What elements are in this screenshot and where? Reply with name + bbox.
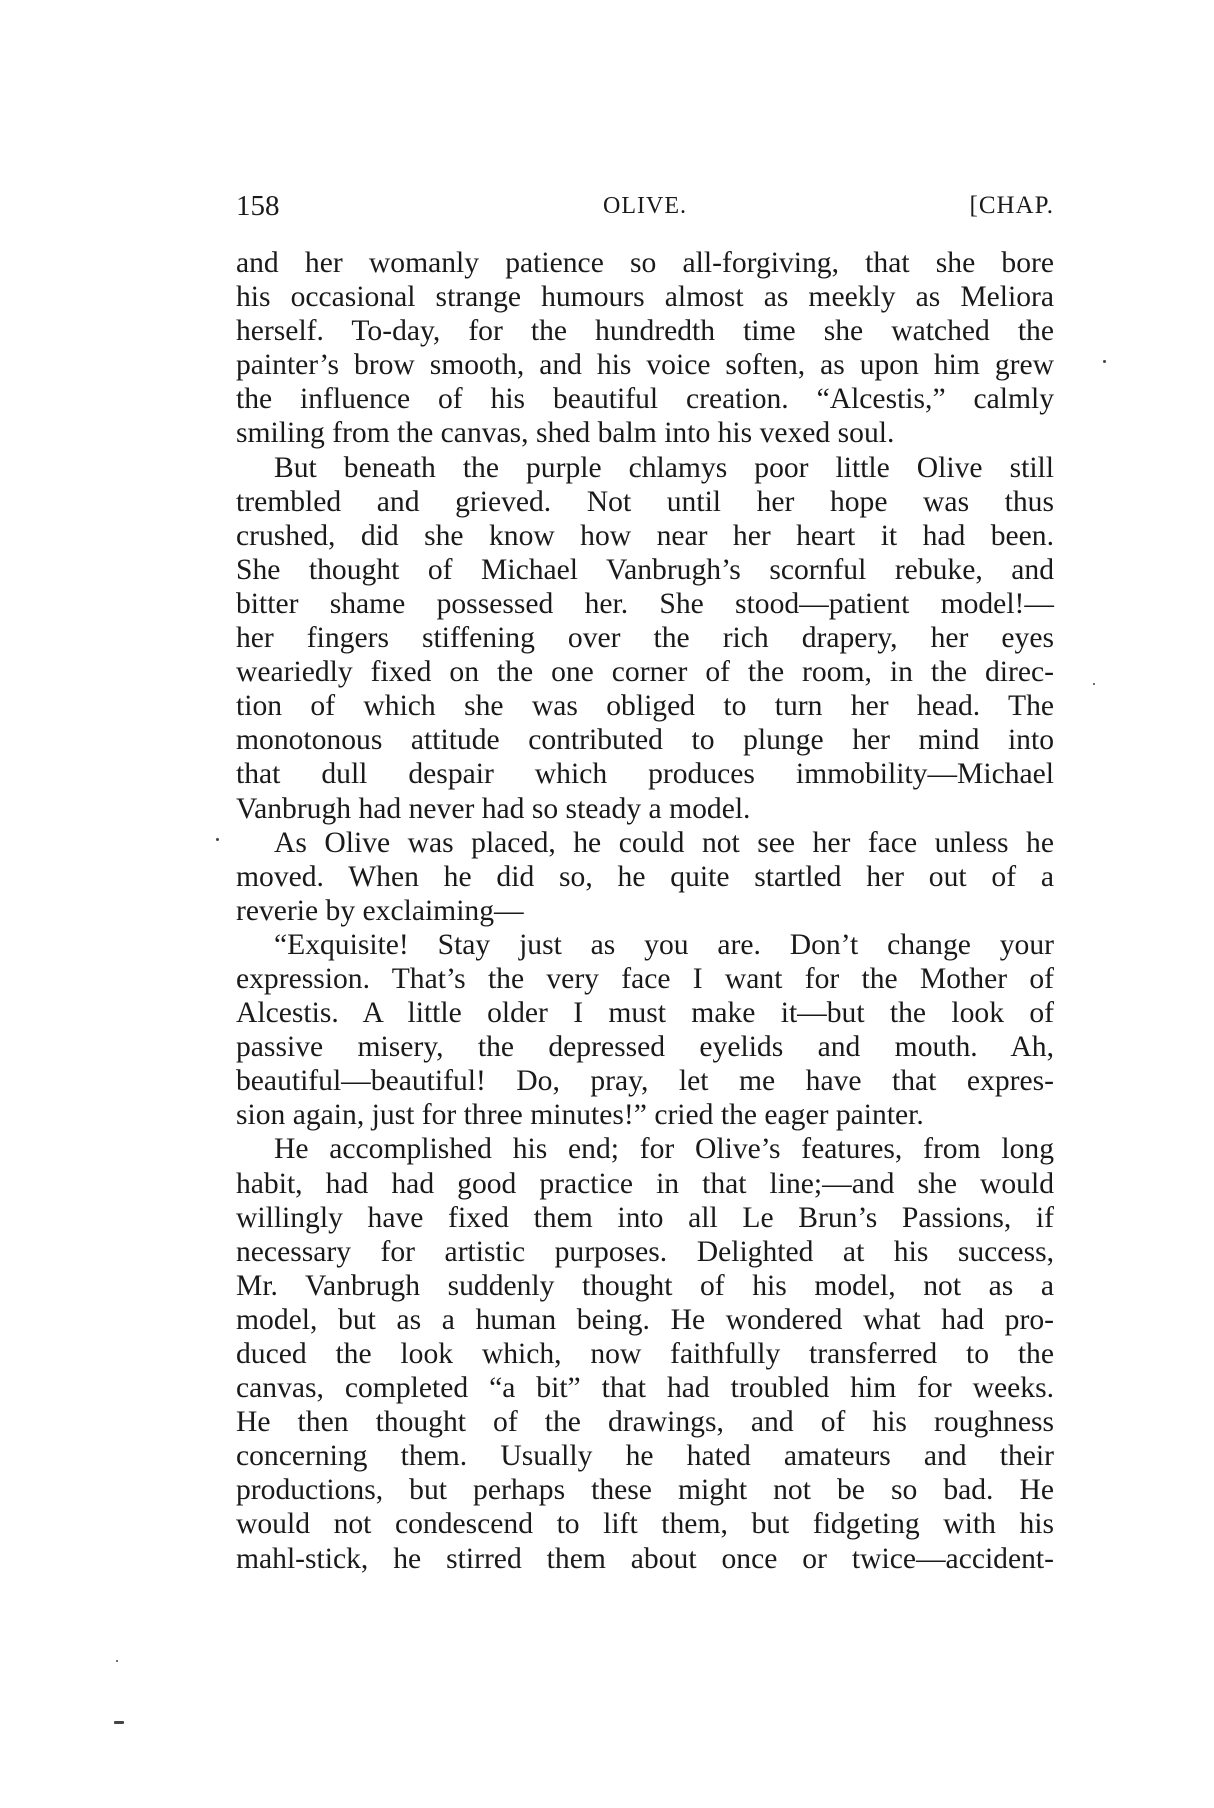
text-line: her fingers stiffening over the rich drapery, her eyes (236, 622, 1054, 655)
text-line: productions, but perhaps these might not be so bad. He (236, 1474, 1054, 1507)
text-line: willingly have fixed them into all Le Brun’s Passions, if (236, 1201, 1054, 1234)
text-line: Vanbrugh had never had so steady a model. (236, 792, 751, 825)
scan-speck (216, 838, 219, 841)
text-line: tion of which she was obliged to turn her head. The (236, 690, 1054, 723)
text-line: beautiful—beautiful! Do, pray, let me have that expres- (236, 1065, 1054, 1098)
text-line: habit, had had good practice in that line;—and she would (236, 1167, 1054, 1200)
text-line: necessary for artistic purposes. Delighted at his success, (236, 1235, 1054, 1268)
body-text (236, 246, 1054, 1576)
text-line: his occasional strange humours almost as meekly as Meliora (236, 281, 1054, 314)
text-line: would not condescend to lift them, but fidgeting with his (236, 1508, 1054, 1541)
text-line: passive misery, the depressed eyelids and mouth. Ah, (236, 1031, 1054, 1064)
scan-speck (116, 1660, 118, 1662)
running-title: OLIVE. (603, 193, 687, 219)
text-line: “Exquisite! Stay just as you are. Don’t change your (274, 928, 1054, 961)
text-line: But beneath the purple chlamys poor little Olive still (274, 451, 1054, 484)
running-header (236, 186, 1054, 226)
text-line: Mr. Vanbrugh suddenly thought of his model, not as a (236, 1269, 1054, 1302)
page-number: 158 (236, 190, 280, 222)
text-line: As Olive was placed, he could not see her face unless he (274, 826, 1054, 859)
text-line: trembled and grieved. Not until her hope was thus (236, 485, 1054, 518)
text-line: canvas, completed “a bit” that had troubled him for weeks. (236, 1372, 1054, 1405)
text-line: model, but as a human being. He wondered what had pro- (236, 1303, 1054, 1336)
text-line: and her womanly patience so all-forgiving, that she bore (236, 247, 1054, 279)
text-line: Alcestis. A little older I must make it—but the look of (236, 997, 1054, 1030)
text-line: He then thought of the drawings, and of his roughness (236, 1406, 1054, 1439)
text-line: weariedly fixed on the one corner of the room, in the direc- (236, 656, 1054, 689)
text-line: sion again, just for three minutes!” cried the eager painter. (236, 1099, 924, 1132)
scan-speck (1103, 360, 1106, 363)
text-line: moved. When he did so, he quite startled her out of a (236, 860, 1054, 893)
text-line: expression. That’s the very face I want for the Mother of (236, 962, 1054, 995)
chapter-marker: [CHAP. (969, 192, 1054, 219)
text-line: She thought of Michael Vanbrugh’s scornful rebuke, and (236, 553, 1054, 586)
text-line: mahl-stick, he stirred them about once or twice—accident- (236, 1542, 1054, 1575)
text-line: the influence of his beautiful creation. “Alcestis,” calmly (236, 383, 1054, 416)
text-line: bitter shame possessed her. She stood—patient model!— (236, 587, 1054, 620)
text-line: concerning them. Usually he hated amateurs and their (236, 1440, 1054, 1473)
text-line: crushed, did she know how near her heart it had been. (236, 519, 1054, 552)
text-line: reverie by exclaiming— (236, 894, 524, 927)
text-line: duced the look which, now faithfully transferred to the (236, 1338, 1054, 1370)
scan-speck (1093, 683, 1095, 685)
scan-speck (114, 1721, 124, 1724)
text-line: monotonous attitude contributed to plunge her mind into (236, 724, 1054, 757)
text-line: smiling from the canvas, shed balm into his vexed soul. (236, 417, 895, 450)
text-line: that dull despair which produces immobility—Michael (236, 758, 1054, 791)
text-line: herself. To-day, for the hundredth time she watched the (236, 315, 1054, 348)
text-line: painter’s brow smooth, and his voice soften, as upon him grew (236, 349, 1054, 382)
text-line: He accomplished his end; for Olive’s features, from long (274, 1133, 1054, 1166)
